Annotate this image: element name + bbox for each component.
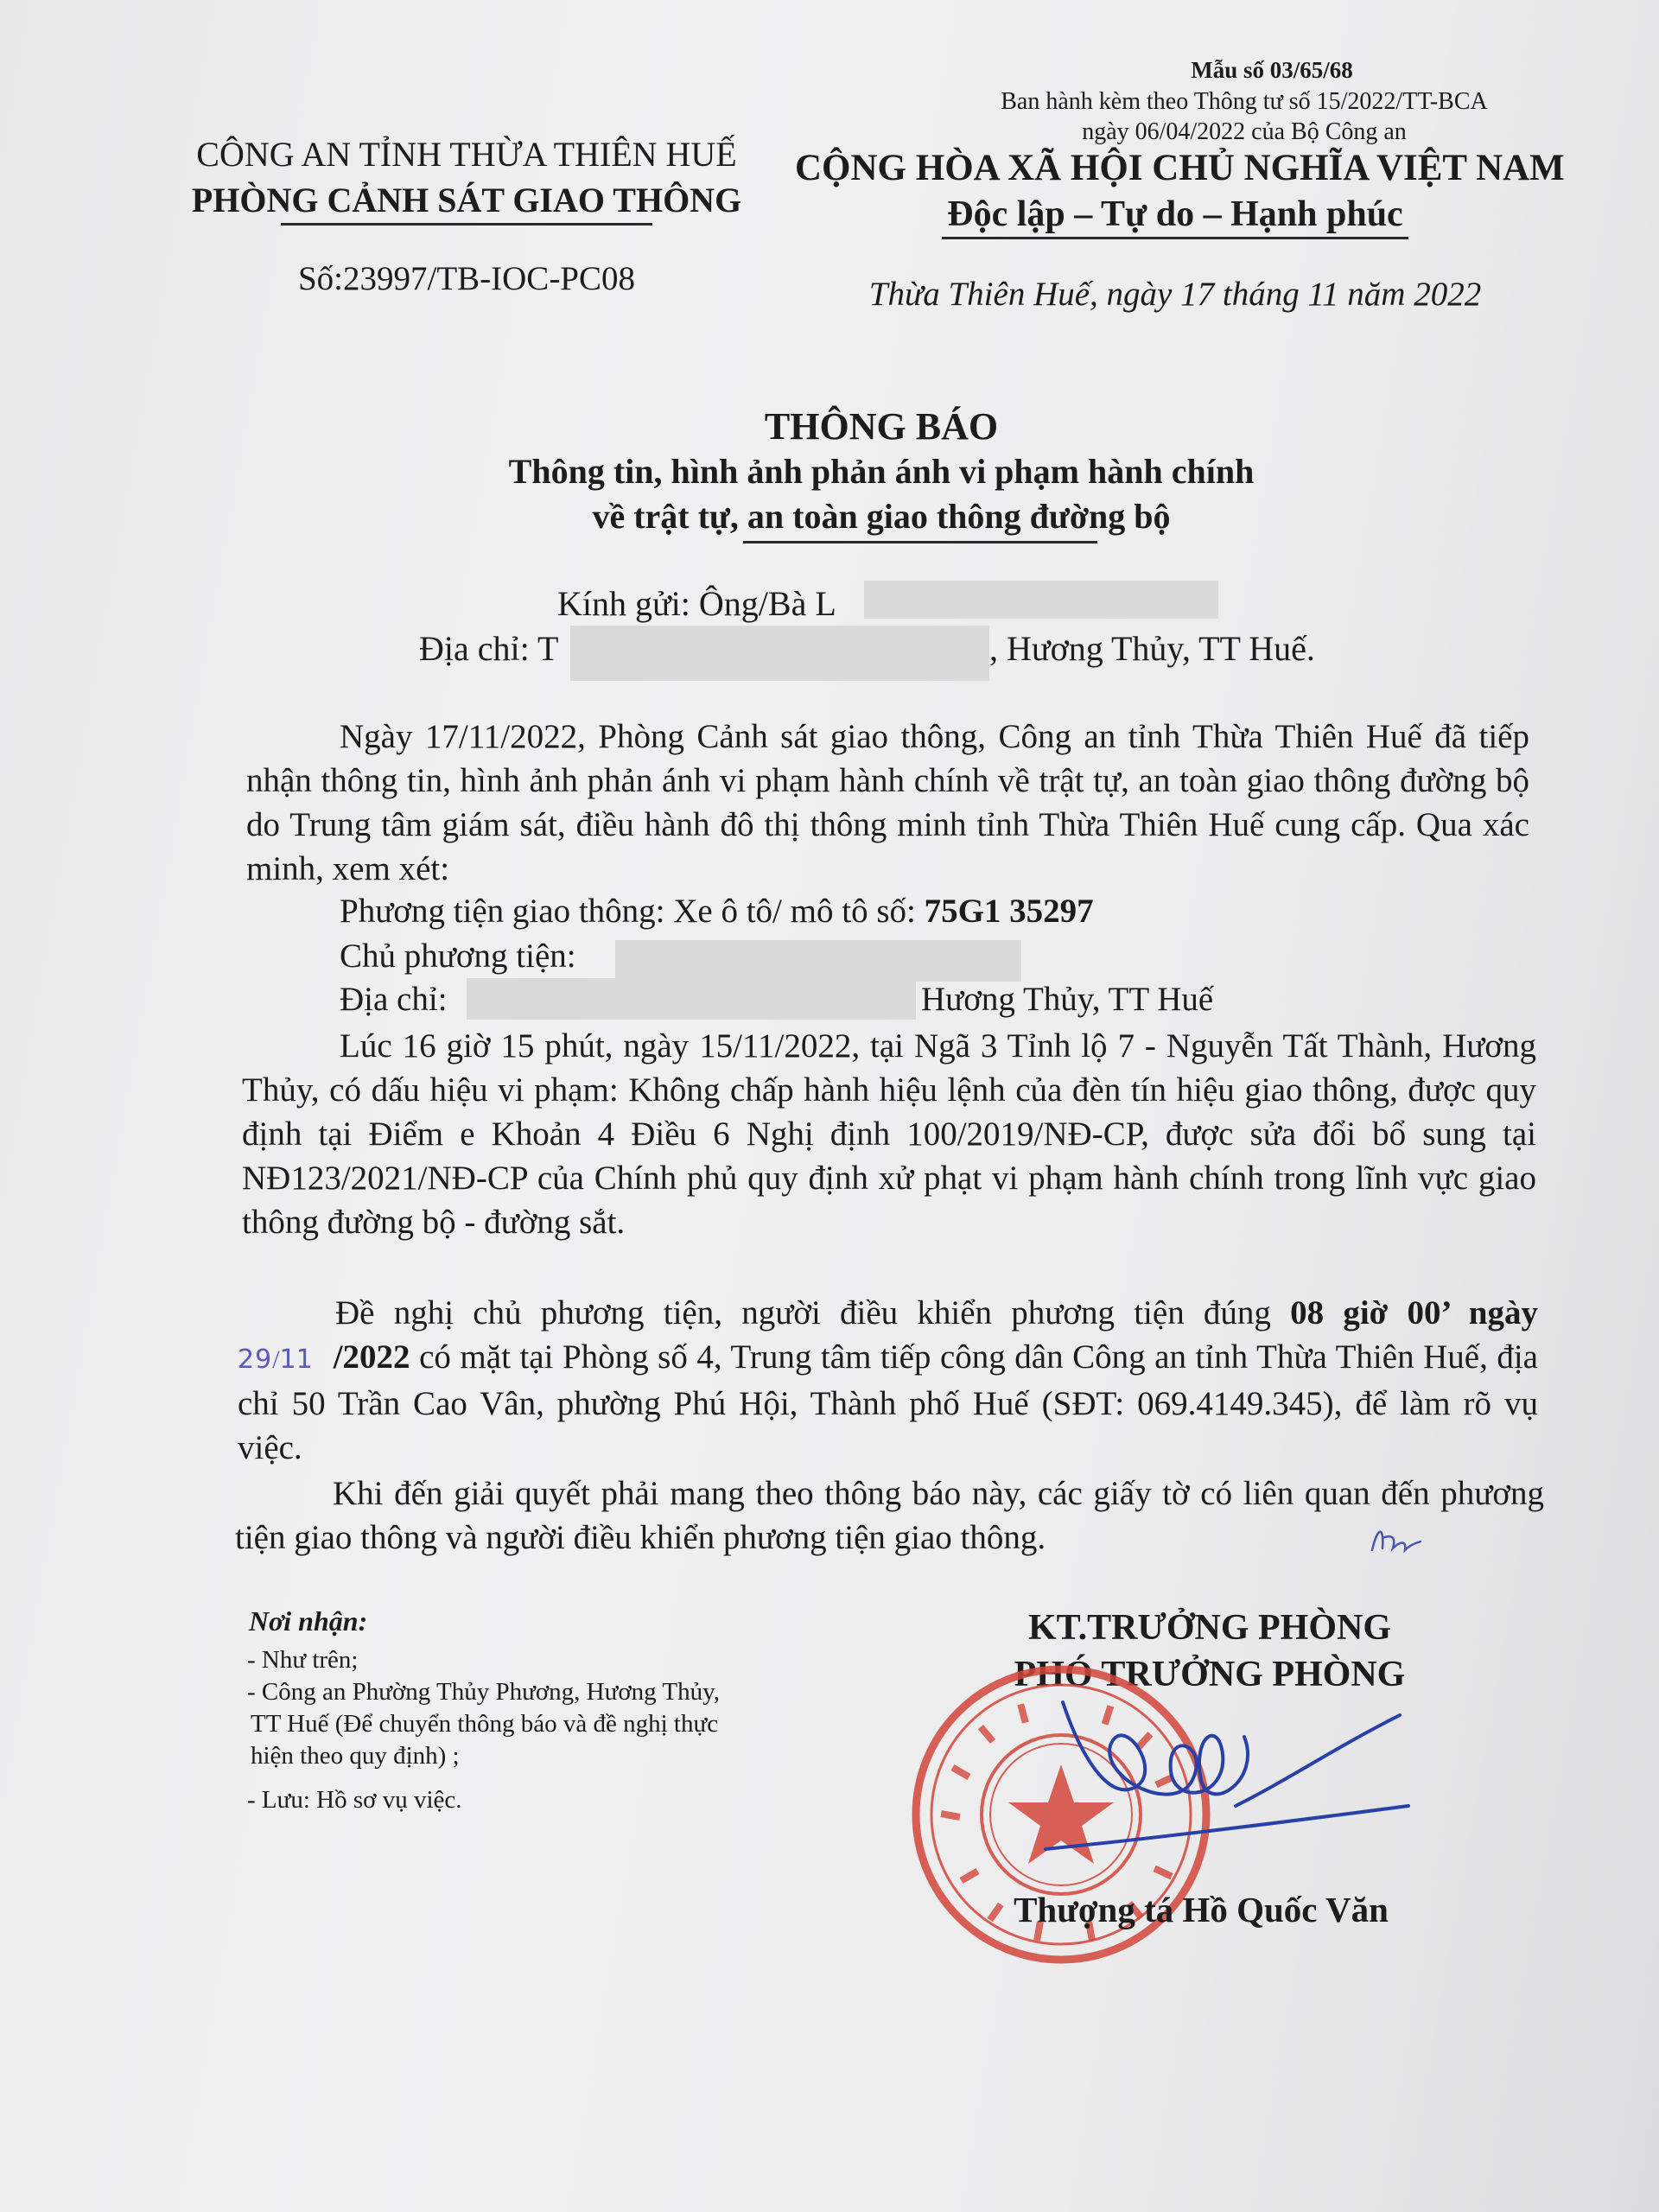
- document-number: Số:23997/TB-IOC-PC08: [297, 260, 636, 297]
- recipient-item: - Lưu: Hồ sơ vụ việc.: [247, 1786, 462, 1814]
- motto-underline: [942, 237, 1408, 239]
- owner-address-tail: Hương Thủy, TT Huế: [921, 981, 1214, 1018]
- paragraph-4: Khi đến giải quyết phải mang theo thông báo này, các giấy tờ có liên quan đến phương tiện giao thông và người điều khiển phương tiện giao thông.: [235, 1475, 1544, 1556]
- owner-label: Chủ phương tiện:: [340, 938, 576, 975]
- paragraph-2: Lúc 16 giờ 15 phút, ngày 15/11/2022, tại Ngã 3 Tỉnh lộ 7 - Nguyễn Tất Thành, Hương Thủy, có dấu hiệu vi phạm: Không chấp hành hiệu lệnh của đèn tín hiệu giao thông, được quy định tại Điểm e Khoản 4 Điều 6 Nghị định 100/2019/NĐ-CP, được sửa đổi bổ sung tại NĐ123/2021/NĐ-CP của Chính phủ quy định xử phạt vi phạm hành chính trong lĩnh vực giao thông đường bộ - đường sắt.: [242, 1027, 1536, 1241]
- redacted-address: [570, 626, 989, 681]
- agency-parent: CÔNG AN TỈNH THỪA THIÊN HUẾ: [196, 135, 737, 174]
- vehicle-line: [340, 892, 1094, 931]
- paragraph-3-rest: có mặt tại Phòng số 4, Trung tâm tiếp công dân Công an tỉnh Thừa Thiên Huế, địa chỉ 50 Trần Cao Vân, phường Phú Hội, Thành phố Huế (SĐT: 069.4149.345), để làm rõ vụ việc.: [238, 1338, 1538, 1466]
- handwritten-month: 11: [279, 1344, 313, 1375]
- recipient-item: - Công an Phường Thủy Phương, Hương Thủy,: [247, 1678, 720, 1706]
- redacted-owner-address: [467, 978, 916, 1020]
- form-issued-date: ngày 06/04/2022 của Bộ Công an: [1082, 118, 1407, 145]
- recipient-address-tail: , Hương Thủy, TT Huế.: [989, 629, 1315, 668]
- recipient-item: hiện theo quy định) ;: [251, 1742, 460, 1770]
- recipient-address-label: Địa chỉ: T: [419, 629, 559, 668]
- appointment-year: /2022: [333, 1338, 410, 1376]
- paragraph-3: [238, 1291, 1538, 1470]
- form-issued-with: Ban hành kèm theo Thông tư số 15/2022/TT-BCA: [1001, 88, 1488, 115]
- appointment-time: 08 giờ 00’ ngày: [1290, 1294, 1538, 1332]
- vehicle-label: Phương tiện giao thông: Xe ô tô/ mô tô số:: [340, 893, 925, 930]
- paragraph-1: Ngày 17/11/2022, Phòng Cảnh sát giao thông, Công an tỉnh Thừa Thiên Huế đã tiếp nhận thông tin, hình ảnh phản ánh vi phạm hành chính về trật tự, an toàn giao thông đường bộ do Trung tâm giám sát, điều hành đô thị thông minh tỉnh Thừa Thiên Huế cung cấp. Qua xác minh, xem xét:: [246, 718, 1529, 887]
- agency-underline: [281, 223, 652, 226]
- handwritten-signature: [1028, 1676, 1426, 1875]
- paragraph-3-start: Đề nghị chủ phương tiện, người điều khiển phương tiện đúng: [335, 1294, 1291, 1332]
- redacted-owner: [615, 940, 1021, 982]
- signature-title-1: KT.TRƯỞNG PHÒNG: [1028, 1608, 1391, 1648]
- notice-subtitle-2: về trật tự, an toàn giao thông đường bộ: [592, 497, 1171, 536]
- redacted-name: [864, 581, 1218, 619]
- place-date: Thừa Thiên Huế, ngày 17 tháng 11 năm 2022: [868, 276, 1482, 313]
- signature-title-2: PHÓ TRƯỞNG PHÒNG: [1014, 1655, 1406, 1694]
- agency-name: PHÒNG CẢNH SÁT GIAO THÔNG: [191, 181, 742, 219]
- national-motto: Độc lập – Tự do – Hạnh phúc: [947, 194, 1403, 234]
- title-underline: [743, 541, 1097, 543]
- notice-title: THÔNG BÁO: [764, 405, 999, 448]
- notice-subtitle-1: Thông tin, hình ảnh phản ánh vi phạm hành chính: [508, 452, 1255, 491]
- country-name: CỘNG HÒA XÃ HỘI CHỦ NGHĨA VIỆT NAM: [795, 148, 1565, 188]
- handwritten-initials: [1365, 1519, 1426, 1562]
- recipient-item: TT Huế (Để chuyển thông báo và đề nghị thực: [251, 1710, 719, 1738]
- owner-address-label: Địa chỉ:: [340, 981, 448, 1018]
- signer-name: Thượng tá Hồ Quốc Văn: [1014, 1890, 1389, 1929]
- recipients-heading: Nơi nhận:: [249, 1605, 368, 1637]
- handwritten-slash: /: [272, 1345, 280, 1374]
- salutation: Kính gửi: Ông/Bà L: [557, 584, 836, 623]
- handwritten-day: 29: [238, 1344, 273, 1375]
- form-number: Mẫu số 03/65/68: [1191, 57, 1353, 83]
- recipient-item: - Như trên;: [247, 1646, 359, 1674]
- vehicle-plate: 75G1 35297: [924, 893, 1094, 930]
